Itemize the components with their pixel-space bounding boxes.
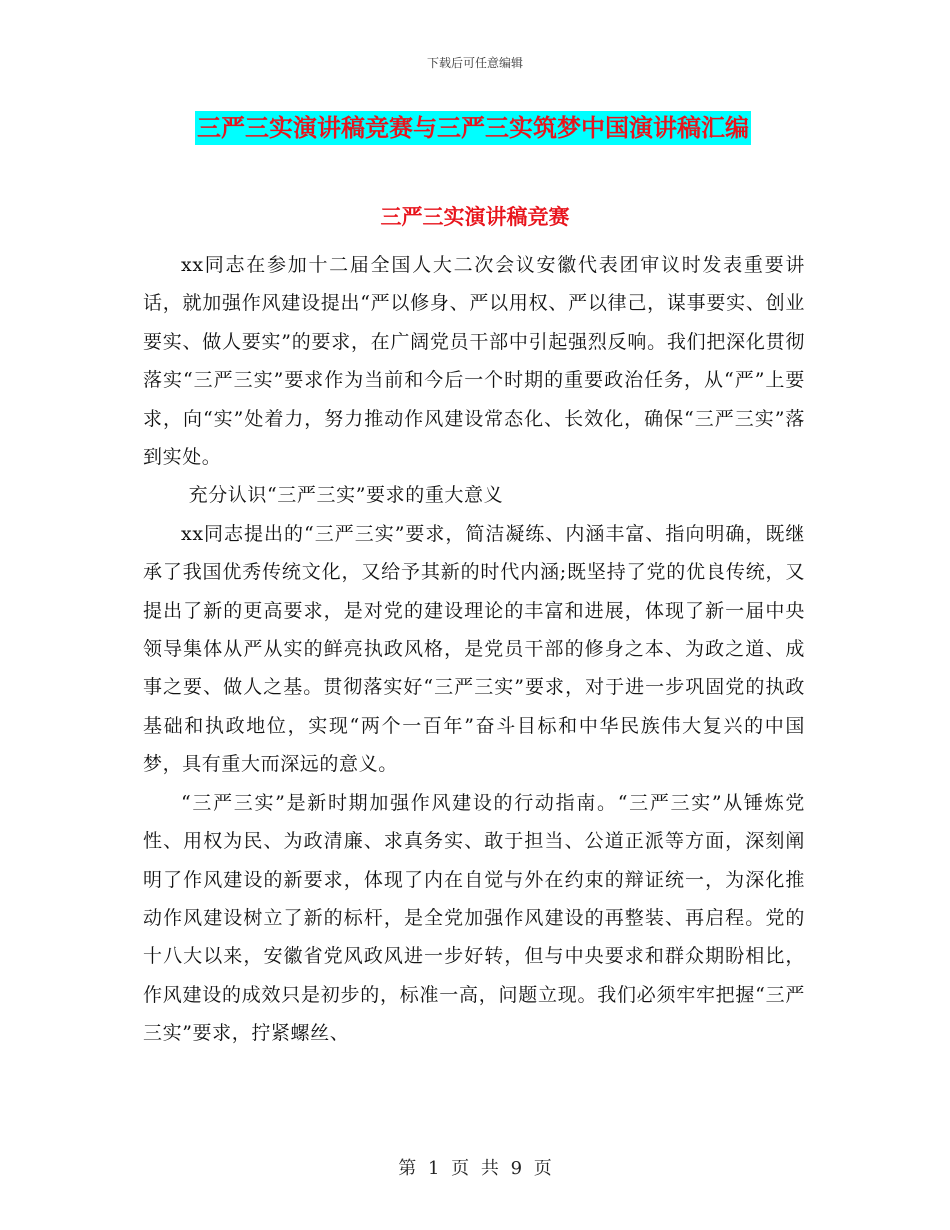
section-title: 三严三实演讲稿竞赛: [380, 205, 570, 229]
paragraph-intro: xx同志在参加十二届全国人大二次会议安徽代表团审议时发表重要讲话，就加强作风建设提出“严以修身、严以用权、严以律己，谋事要实、创业要实、做人要实”的要求，在广阔党员干部中引起强烈反响。我们把深化贯彻落实“三严三实”要求作为当前和今后一个时期的重要政治任务，从“严”上要求，向“实”处着力，努力推动作风建设常态化、长效化，确保“三严三实”落到实处。: [143, 254, 805, 469]
paragraph-subheading: 充分认识“三严三实”要求的重大意义: [188, 484, 504, 507]
header-note: 下载后可任意编辑: [426, 56, 523, 70]
main-title-wrap: [195, 111, 751, 145]
paragraph-guide: “三严三实”是新时期加强作风建设的行动指南。“三严三实”从锤炼党性、用权为民、为政清廉、求真务实、敢于担当、公道正派等方面，深刻阐明了作风建设的新要求，体现了内在自觉与外在约束的辩证统一，为深化推动作风建设树立了新的标杆，是全党加强作风建设的再整装、再启程。党的十八大以来，安徽省党风政风进一步好转，但与中央要求和群众期盼相比，作风建设的成效只是初步的，标准一高，问题立现。我们必须牢牢把握“三严三实”要求，拧紧螺丝、: [143, 791, 805, 1045]
paragraph-significance: xx同志提出的“三严三实”要求，简洁凝练、内涵丰富、指向明确，既继承了我国优秀传统文化，又给予其新的时代内涵;既坚持了党的优良传统，又提出了新的更高要求，是对党的建设理论的丰富和进展，体现了新一届中央领导集体从严从实的鲜亮执政风格，是党员干部的修身之本、为政之道、成事之要、做人之基。贯彻落实好“三严三实”要求，对于进一步巩固党的执政基础和执政地位，实现“两个一百年”奋斗目标和中华民族伟大复兴的中国梦，具有重大而深远的意义。: [143, 522, 805, 776]
document-body: [143, 246, 805, 1053]
main-title: 三严三实演讲稿竞赛与三严三实筑梦中国演讲稿汇编: [195, 111, 751, 145]
page-number-footer: 第 1 页 共 9 页: [398, 1158, 552, 1179]
